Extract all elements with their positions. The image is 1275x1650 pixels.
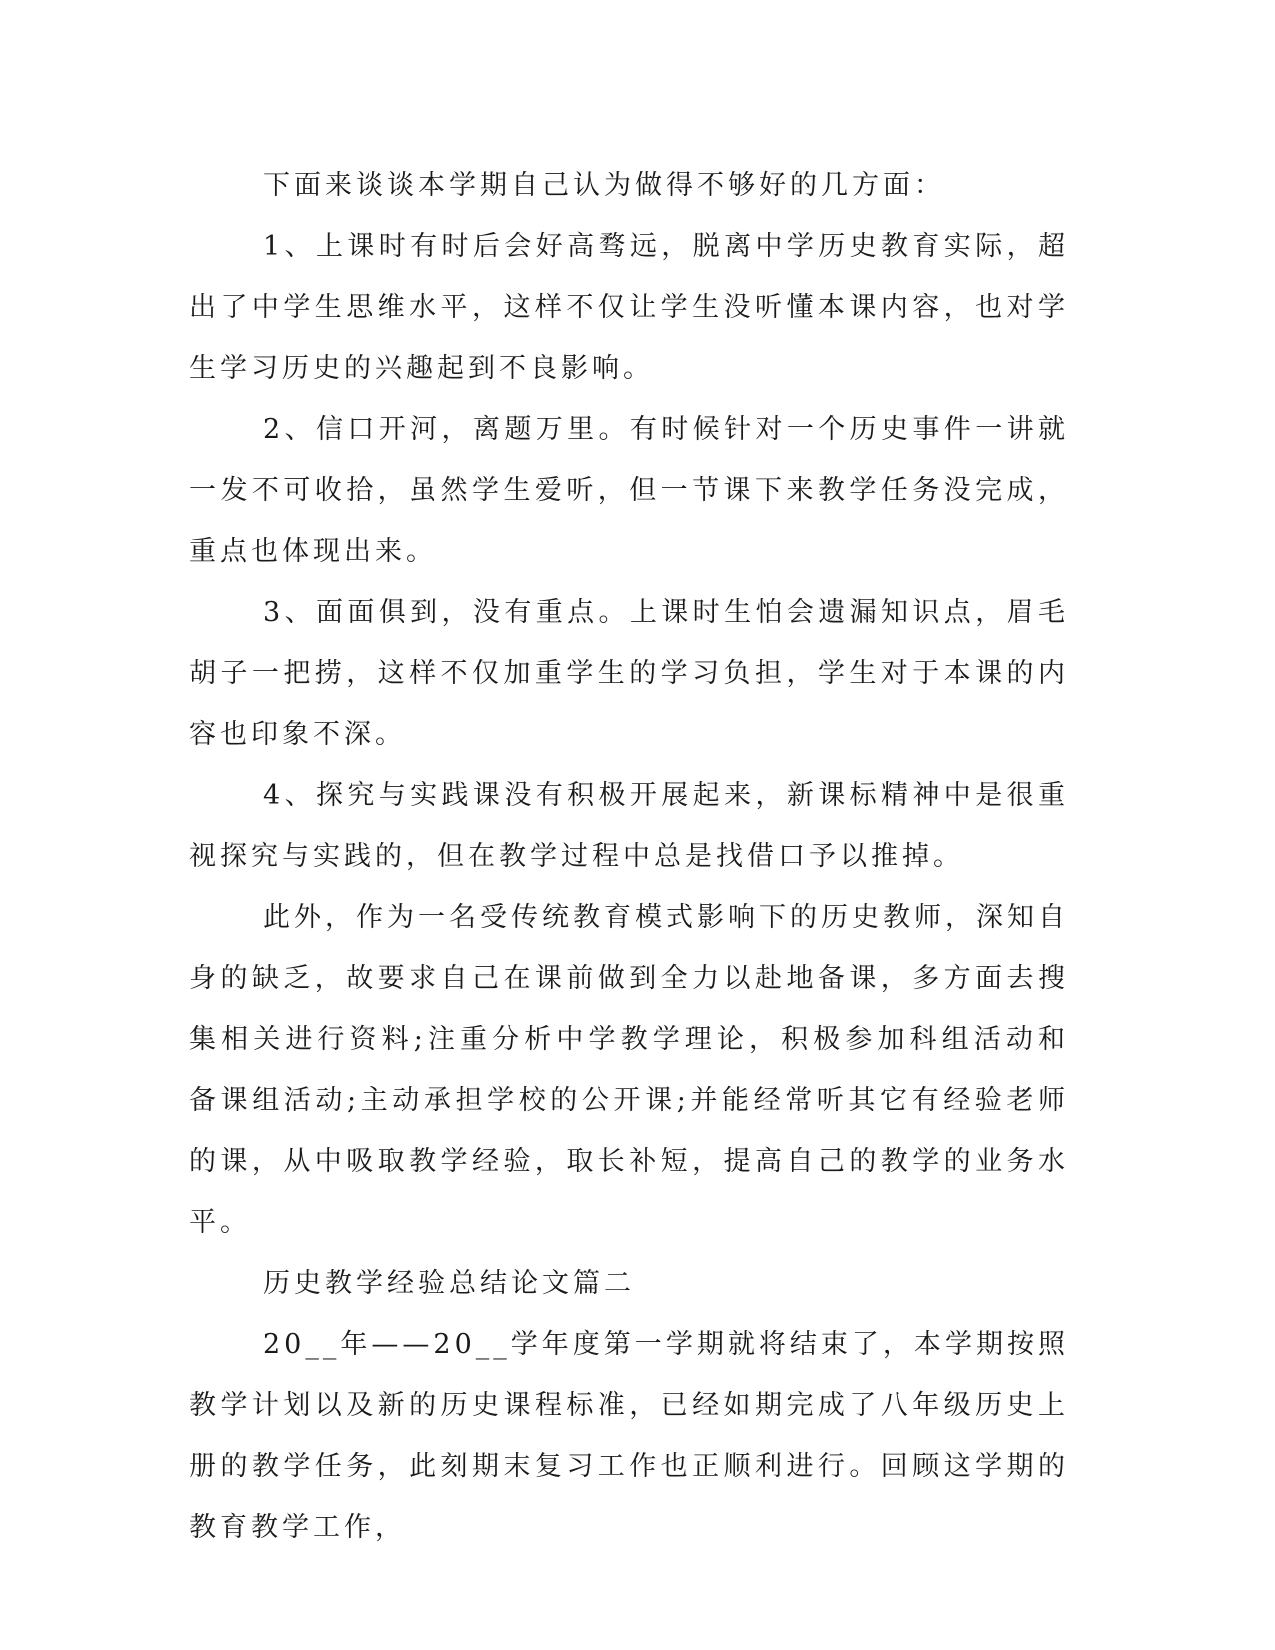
paragraph-intro: 下面来谈谈本学期自己认为做得不够好的几方面：: [263, 170, 945, 201]
paragraph-item-4: 4、探究与实践课没有积极开展起来，新课标精神中是很重视探究与实践的，但在教学过程中总是找借口予以推掉。: [189, 780, 1069, 872]
paragraph-item-3: 3、面面俱到，没有重点。上课时生怕会遗漏知识点，眉毛胡子一把捞，这样不仅加重学生的学习负担，学生对于本课的内容也印象不深。: [189, 597, 1069, 750]
paragraph-additional: 此外，作为一名受传统教育模式影响下的历史教师，深知自身的缺乏，故要求自己在课前做到全力以赴地备课，多方面去搜集相关进行资料;注重分析中学教学理论，积极参加科组活动和备课组活动;主动承担学校的公开课;并能经常听其它有经验老师的课，从中吸取教学经验，取长补短，提高自己的教学的业务水平。: [189, 902, 1069, 1238]
paragraph-item-2: 2、信口开河，离题万里。有时候针对一个历史事件一讲就一发不可收拾，虽然学生爱听，但一节课下来教学任务没完成，重点也体现出来。: [189, 414, 1069, 567]
paragraph-item-1: 1、上课时有时后会好高骛远，脱离中学历史教育实际，超出了中学生思维水平，这样不仅让学生没听懂本课内容，也对学生学习历史的兴趣起到不良影响。: [189, 231, 1069, 384]
section-heading: 历史教学经验总结论文篇二: [263, 1268, 635, 1299]
document-body: [189, 155, 1069, 1558]
paragraph-section-two: 20__年——20__学年度第一学期就将结束了，本学期按照教学计划以及新的历史课程标准，已经如期完成了八年级历史上册的教学任务，此刻期末复习工作也正顺利进行。回顾这学期的教育教学工作，: [189, 1329, 1069, 1543]
